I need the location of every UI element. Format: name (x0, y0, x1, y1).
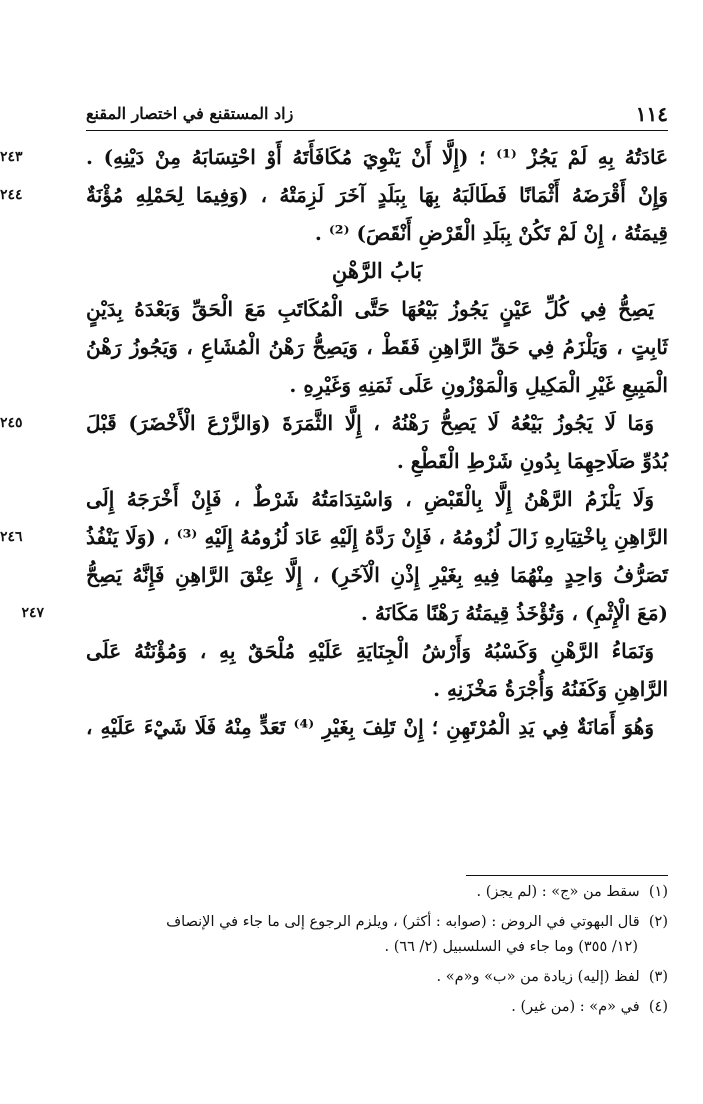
footnote-number: (٢) (648, 914, 668, 930)
margin-number: ٢٤٧ (21, 605, 44, 621)
footnote-number: (٣) (648, 969, 668, 985)
footnote-number: (٤) (648, 999, 668, 1015)
page-number: ١١٤ (635, 102, 668, 126)
page-header (86, 100, 668, 131)
footnote (86, 965, 668, 990)
text-line: الْمَبِيعِ غَيْرِ الْمَكِيلِ وَالْمَوْزُونِ عَلَى ثَمَنِهِ وَغَيْرِهِ . (289, 373, 668, 397)
book-title: زاد المستقنع في اختصار المقنع (86, 104, 294, 123)
footnote-text: قال البهوتي في الروض : (صوابه : أكثر) ، ويلزم الرجوع إلى ما جاء في الإنصاف (166, 914, 640, 930)
footnote-text: لفظ (إليه) زيادة من «ب» و«م» . (436, 969, 640, 985)
text-line: وَهُوَ أَمَانَةٌ فِي يَدِ الْمُرْتَهِنِ ؛ إِنْ تَلِفَ بِغَيْرِ ⁽⁴⁾ تَعَدٍّ مِنْهُ فَلَا شَيْءَ عَلَيْهِ ، (86, 715, 654, 739)
footnote-continuation: (١٢/ ٣٥٥) وما جاء في السلسبيل (٢/ ٦٦) . (384, 939, 638, 955)
text-line: وَإِنْ أَقْرَضَهُ أَثْمَانًا فَطَالَبَهُ بِهَا بِبَلَدٍ آخَرَ لَزِمَتْهُ ، (وَفِيمَا لِحَمْلِهِ مُؤْنَةٌ ٢٤٤ (86, 176, 668, 214)
text-line: يَصِحُّ فِي كُلِّ عَيْنٍ يَجُوزُ بَيْعُهَا حَتَّى الْمُكَاتَبِ مَعَ الْحَقِّ وَبَعْدَهُ بِدَيْنٍ (86, 297, 654, 321)
text-line: عَادَتُهُ بِهِ لَمْ يَجُزْ ⁽¹⁾ ؛ (إِلَّا أَنْ يَنْوِيَ مُكَافَأَتَهُ أَوْ احْتِسَابَهُ مِنْ دَيْنِهِ) . ٢٤٣ (86, 138, 668, 176)
section-heading: بَابُ الرَّهْنِ (331, 258, 423, 283)
margin-number: ٢٤٣ (0, 149, 23, 165)
footnotes (86, 880, 668, 1025)
text-line: الرَّاهِنِ بِاخْتِيَارِهِ زَالَ لُزُومُهُ ، فَإِنْ رَدَّهُ إِلَيْهِ عَادَ لُزُومُهُ إِلَيْهِ ⁽³⁾ ، (وَلَا يَنْفُذُ ٢٤٦ (86, 518, 668, 556)
footnote-text: في «م» : (من غير) . (511, 999, 640, 1015)
text-line: بُدُوِّ صَلَاحِهِمَا بِدُونِ شَرْطِ الْقَطْعِ . (396, 449, 668, 473)
text-line: ثَابِتٍ ، وَيَلْزَمُ فِي حَقِّ الرَّاهِنِ فَقَطْ ، وَيَصِحُّ رَهْنُ الْمُشَاعِ ، وَيَجُوزُ رَهْنُ (86, 335, 668, 359)
footnote-text: سقط من «ج» : (لم يجز) . (476, 884, 640, 900)
footnote-number: (١) (648, 884, 668, 900)
text-line: وَنَمَاءُ الرَّهْنِ وَكَسْبُهُ وَأَرْشُ الْجِنَايَةِ عَلَيْهِ مُلْحَقٌ بِهِ ، وَمُؤْنَتُهُ عَلَى (86, 639, 654, 663)
text-line: قِيمَتُهُ ، إِنْ لَمْ تَكُنْ بِبَلَدِ الْقَرْضِ أَنْقَصَ) ⁽²⁾ . (314, 221, 668, 245)
footnote (86, 880, 668, 905)
margin-number: ٢٤٦ (0, 529, 23, 545)
text-line: (مَعَ الْإِثْمِ) ، وَتُؤْخَذُ قِيمَتُهُ رَهْنًا مَكَانَهُ . ٢٤٧ (86, 594, 668, 632)
text-line: وَلَا يَلْزَمُ الرَّهْنُ إِلَّا بِالْقَبْضِ ، وَاسْتِدَامَتُهُ شَرْطٌ ، فَإِنْ أَخْرَجَهُ إِلَى (86, 487, 654, 511)
text-line: تَصَرُّفُ وَاحِدٍ مِنْهُمَا فِيهِ بِغَيْرِ إِذْنِ الْآخَرِ) ، إِلَّا عِتْقَ الرَّاهِنِ فَإِنَّهُ يَصِحُّ (86, 563, 668, 587)
margin-number: ٢٤٤ (0, 187, 23, 203)
footnote (86, 910, 668, 960)
footnote (86, 995, 668, 1020)
main-text (0, 138, 669, 746)
text-line: وَمَا لَا يَجُوزُ بَيْعُهُ لَا يَصِحُّ رَهْنُهُ ، إِلَّا الثَّمَرَةَ (وَالزَّرْعَ الْأَخْضَرَ) قَبْلَ ٢٤٥ (86, 404, 668, 442)
margin-number: ٢٤٥ (0, 415, 23, 431)
text-line: الرَّاهِنِ وَكَفَنُهُ وَأُجْرَةُ مَخْزَنِهِ . (433, 677, 668, 701)
footnote-divider (466, 875, 668, 876)
